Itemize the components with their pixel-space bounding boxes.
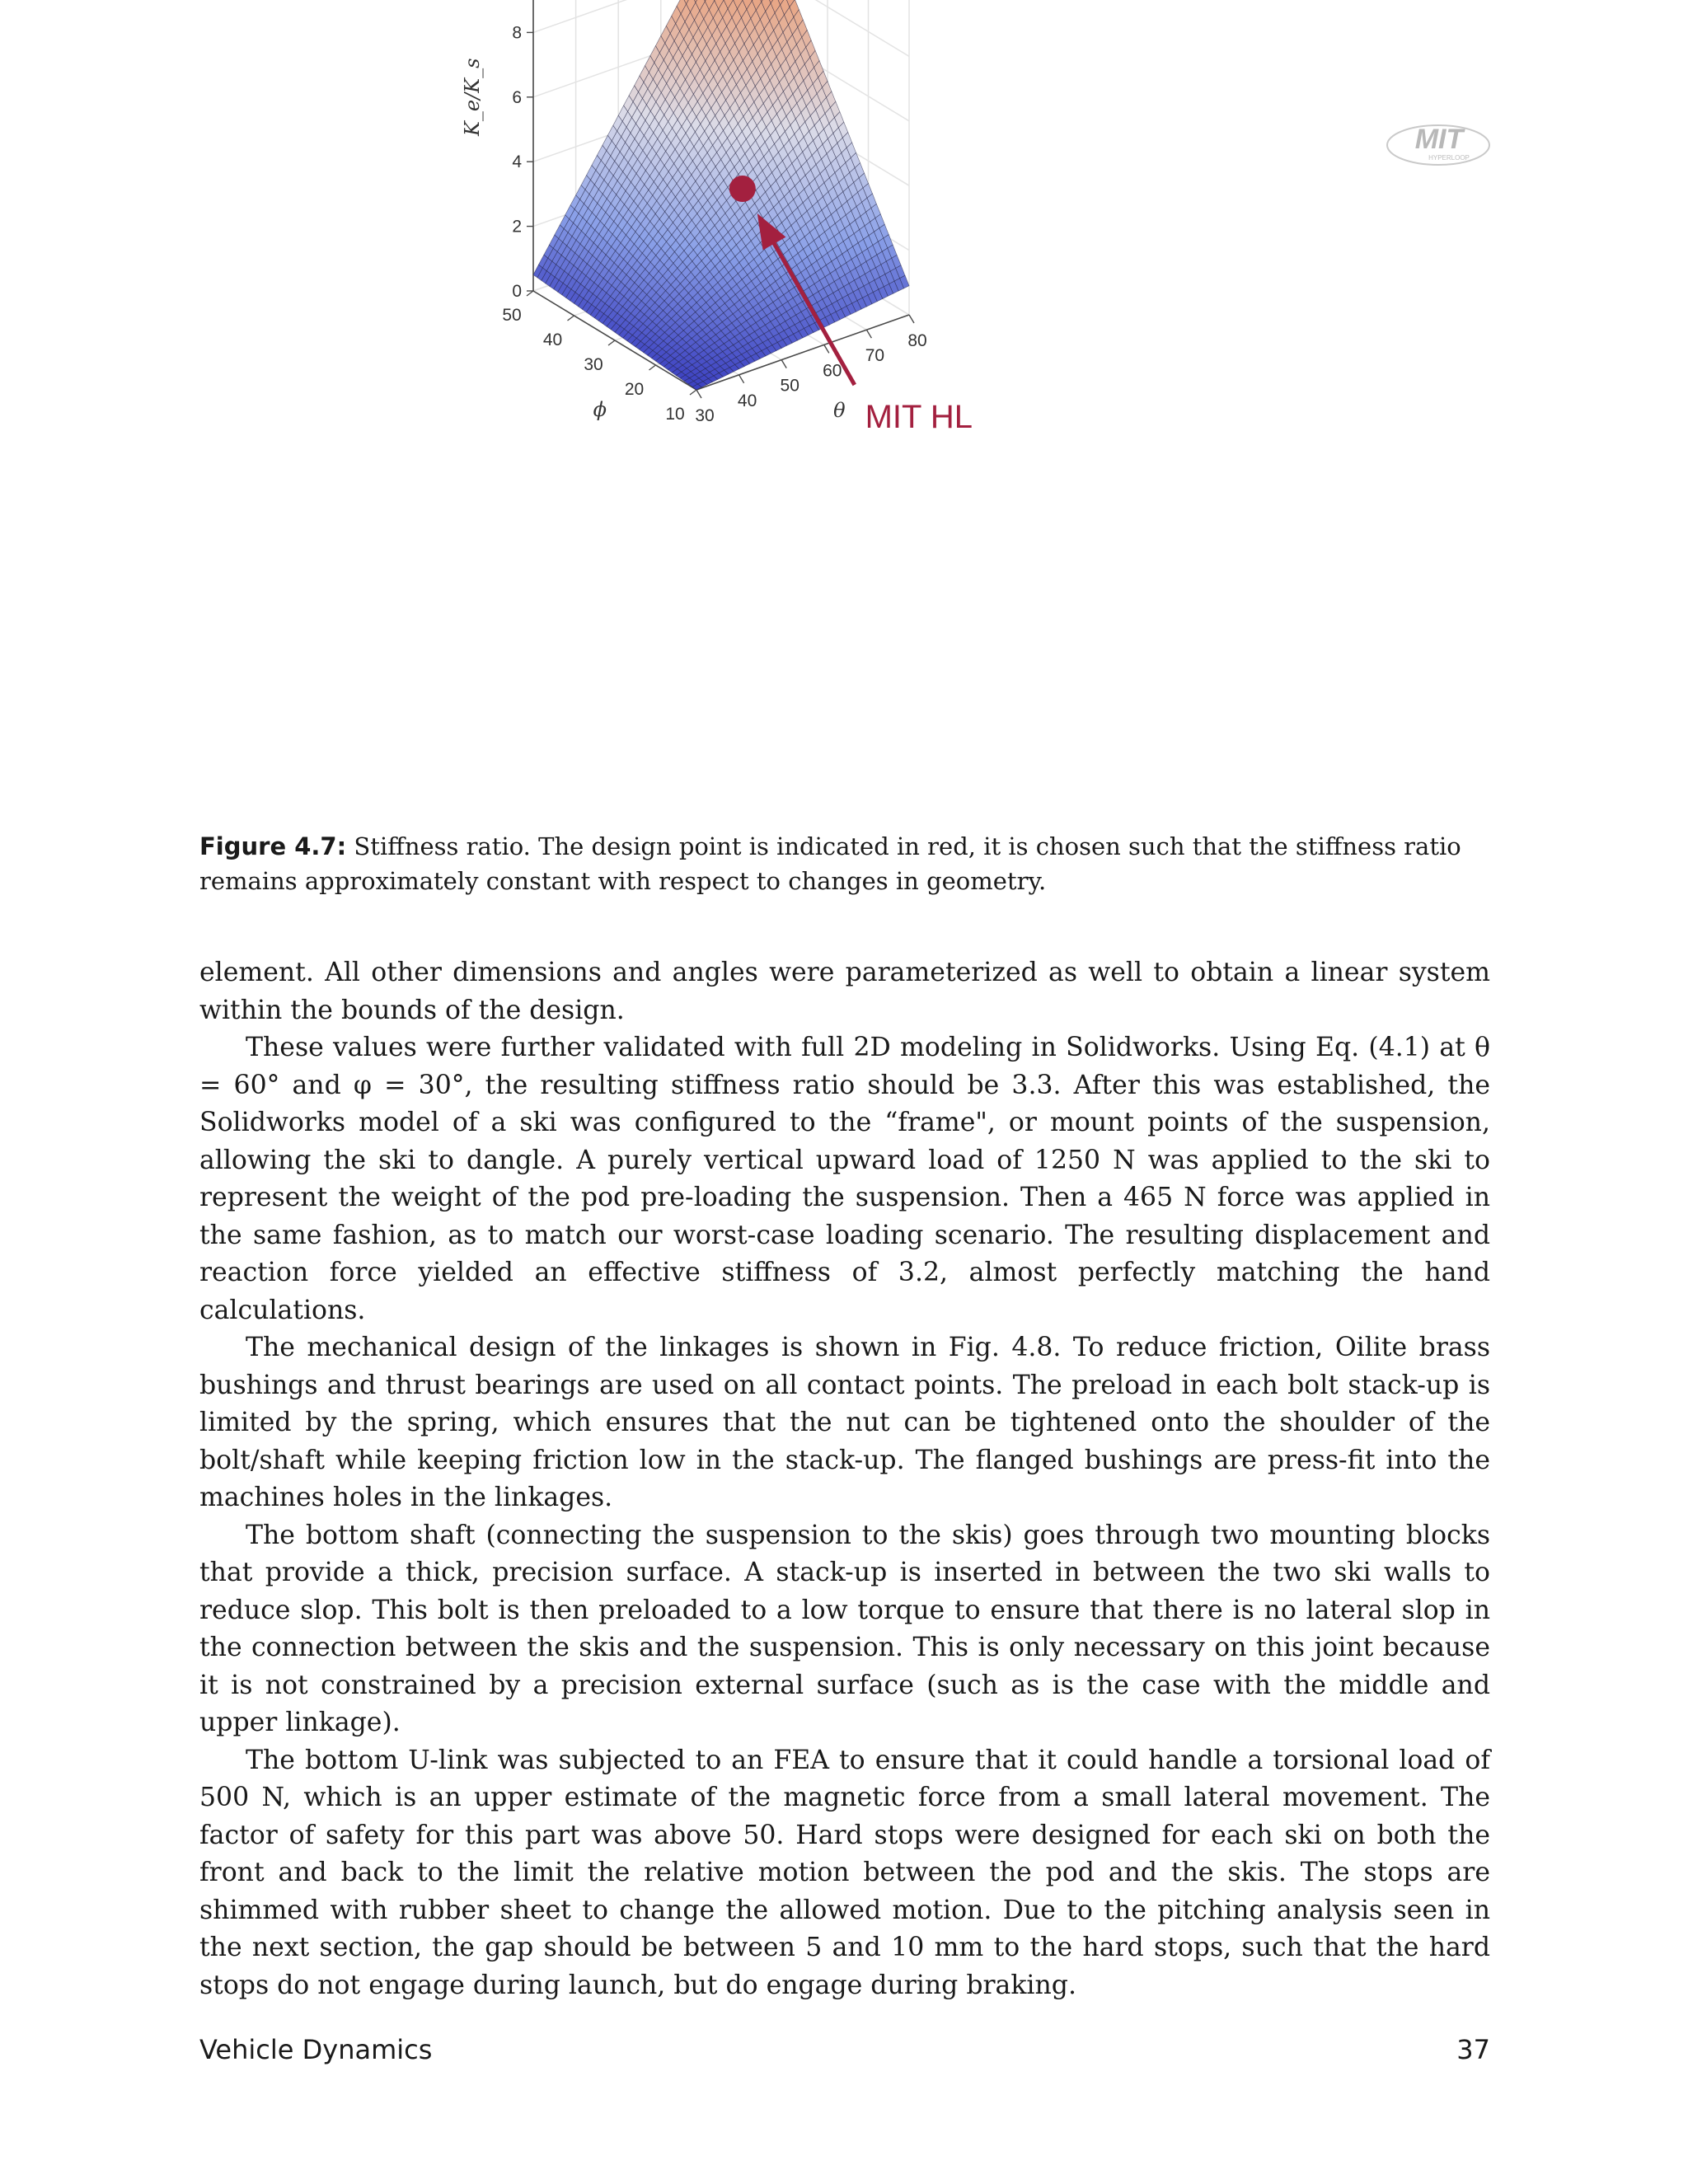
surface <box>533 0 909 390</box>
z-tick-label: 0 <box>512 282 522 301</box>
phi-tick <box>527 291 533 296</box>
theta-tick <box>866 330 871 338</box>
caption-label: Figure 4.7: <box>199 832 347 860</box>
theta-tick-label: 60 <box>823 361 842 381</box>
phi-tick <box>608 340 615 345</box>
z-tick-label: 8 <box>512 23 522 43</box>
design-point-marker <box>729 176 756 202</box>
phi-tick <box>649 365 656 370</box>
phi-tick-label: 50 <box>502 306 522 325</box>
theta-tick-label: 70 <box>865 346 885 366</box>
z-tick-label: 4 <box>512 152 522 172</box>
logo-text: MIT <box>1414 124 1464 155</box>
logo-subtext: HYPERLOOP <box>1428 154 1470 162</box>
paragraph-1: element. All other dimensions and angles were parameterized as well to obtain a linear system within the bounds of the design. <box>199 958 1490 1025</box>
theta-tick-label: 50 <box>780 376 799 396</box>
surface-plot <box>445 23 1220 824</box>
mit-hyperloop-logo <box>1385 115 1492 173</box>
theta-tick <box>781 360 786 368</box>
theta-tick <box>909 315 914 323</box>
phi-tick-label: 10 <box>665 405 685 424</box>
paragraph-4: The bottom shaft (connecting the suspension to the skis) goes through two mounting blocks that provide a thick, precision surface. A stack-up is inserted in between the two ski walls to reduce slop. This bolt is then preloaded to a low torque to ensure that there is no lateral slop in the connection between the skis and the suspension. This is only necessary on this joint because it is not constrained by a precision external surface (such as is the case with the middle and upper linkage). <box>199 1520 1490 1737</box>
footer-section-title: Vehicle Dynamics <box>199 2034 433 2065</box>
theta-tick-label: 40 <box>737 391 757 410</box>
z-tick-label: 6 <box>512 87 522 107</box>
theta-tick-label: 80 <box>907 331 927 350</box>
phi-tick-label: 40 <box>542 330 563 349</box>
page-number: 37 <box>1456 2034 1490 2065</box>
phi-tick-label: 20 <box>624 380 645 399</box>
theta-axis-label: θ <box>833 398 846 422</box>
phi-tick <box>568 316 574 321</box>
theta-tick-label: 30 <box>695 406 715 425</box>
stiffness-ratio-figure <box>445 23 1220 824</box>
theta-tick <box>824 344 829 353</box>
body-text <box>199 954 1490 2004</box>
phi-tick-label: 30 <box>584 355 603 374</box>
phi-tick <box>690 390 696 395</box>
paragraph-3: The mechanical design of the linkages is shown in Fig. 4.8. To reduce friction, Oilite brass bushings and thrust bearings are used on all contact points. The preload in each bolt stack-up is limited by the spring, which ensures that the nut can be tightened onto the shoulder of the bolt/shaft while keeping friction low in the stack-up. The flanged bushings are press-fit into the machines holes in the linkages. <box>199 1333 1490 1512</box>
phi-axis-label: ϕ <box>593 398 607 421</box>
theta-tick <box>696 390 701 398</box>
theta-tick <box>739 375 744 383</box>
paragraph-2: These values were further validated with full 2D modeling in Solidworks. Using Eq. (4.1) at θ = 60° and φ = 30°, the resulting stiffness ratio should be 3.3. After this was established, the Solidworks model of a ski was configured to the “frame", or mount points of the suspension, allowing the ski to dangle. A purely vertical upward load of 1250 N was applied to the ski to represent the weight of the pod pre-loading the suspension. Then a 465 N force was applied in the same fashion, as to match our worst-case loading scenario. The resulting displacement and reaction force yielded an effective stiffness of 3.2, almost perfectly matching the hand calculations. <box>199 1033 1490 1325</box>
annotation-label: MIT HL <box>865 399 973 436</box>
z-tick-label: 2 <box>512 217 522 237</box>
z-axis-label: K_e/K_s <box>461 58 484 137</box>
figure-caption <box>199 829 1490 898</box>
paragraph-5: The bottom U-link was subjected to an FEA to ensure that it could handle a torsional load of 500 N, which is an upper estimate of the magnetic force from a small lateral movement. The factor of safety for this part was above 50. Hard stops were designed for each ski on both the front and back to the limit the relative motion between the pod and the skis. The stops are shimmed with rubber sheet to change the allowed motion. Due to the pitching analysis seen in the next section, the gap should be between 5 and 10 mm to the hard stops, such that the hard stops do not engage during launch, but do engage during braking. <box>199 1745 1490 2000</box>
caption-text: Stiffness ratio. The design point is indicated in red, it is chosen such that the stiffness ratio remains approximately constant with respect to changes in geometry. <box>199 832 1461 895</box>
